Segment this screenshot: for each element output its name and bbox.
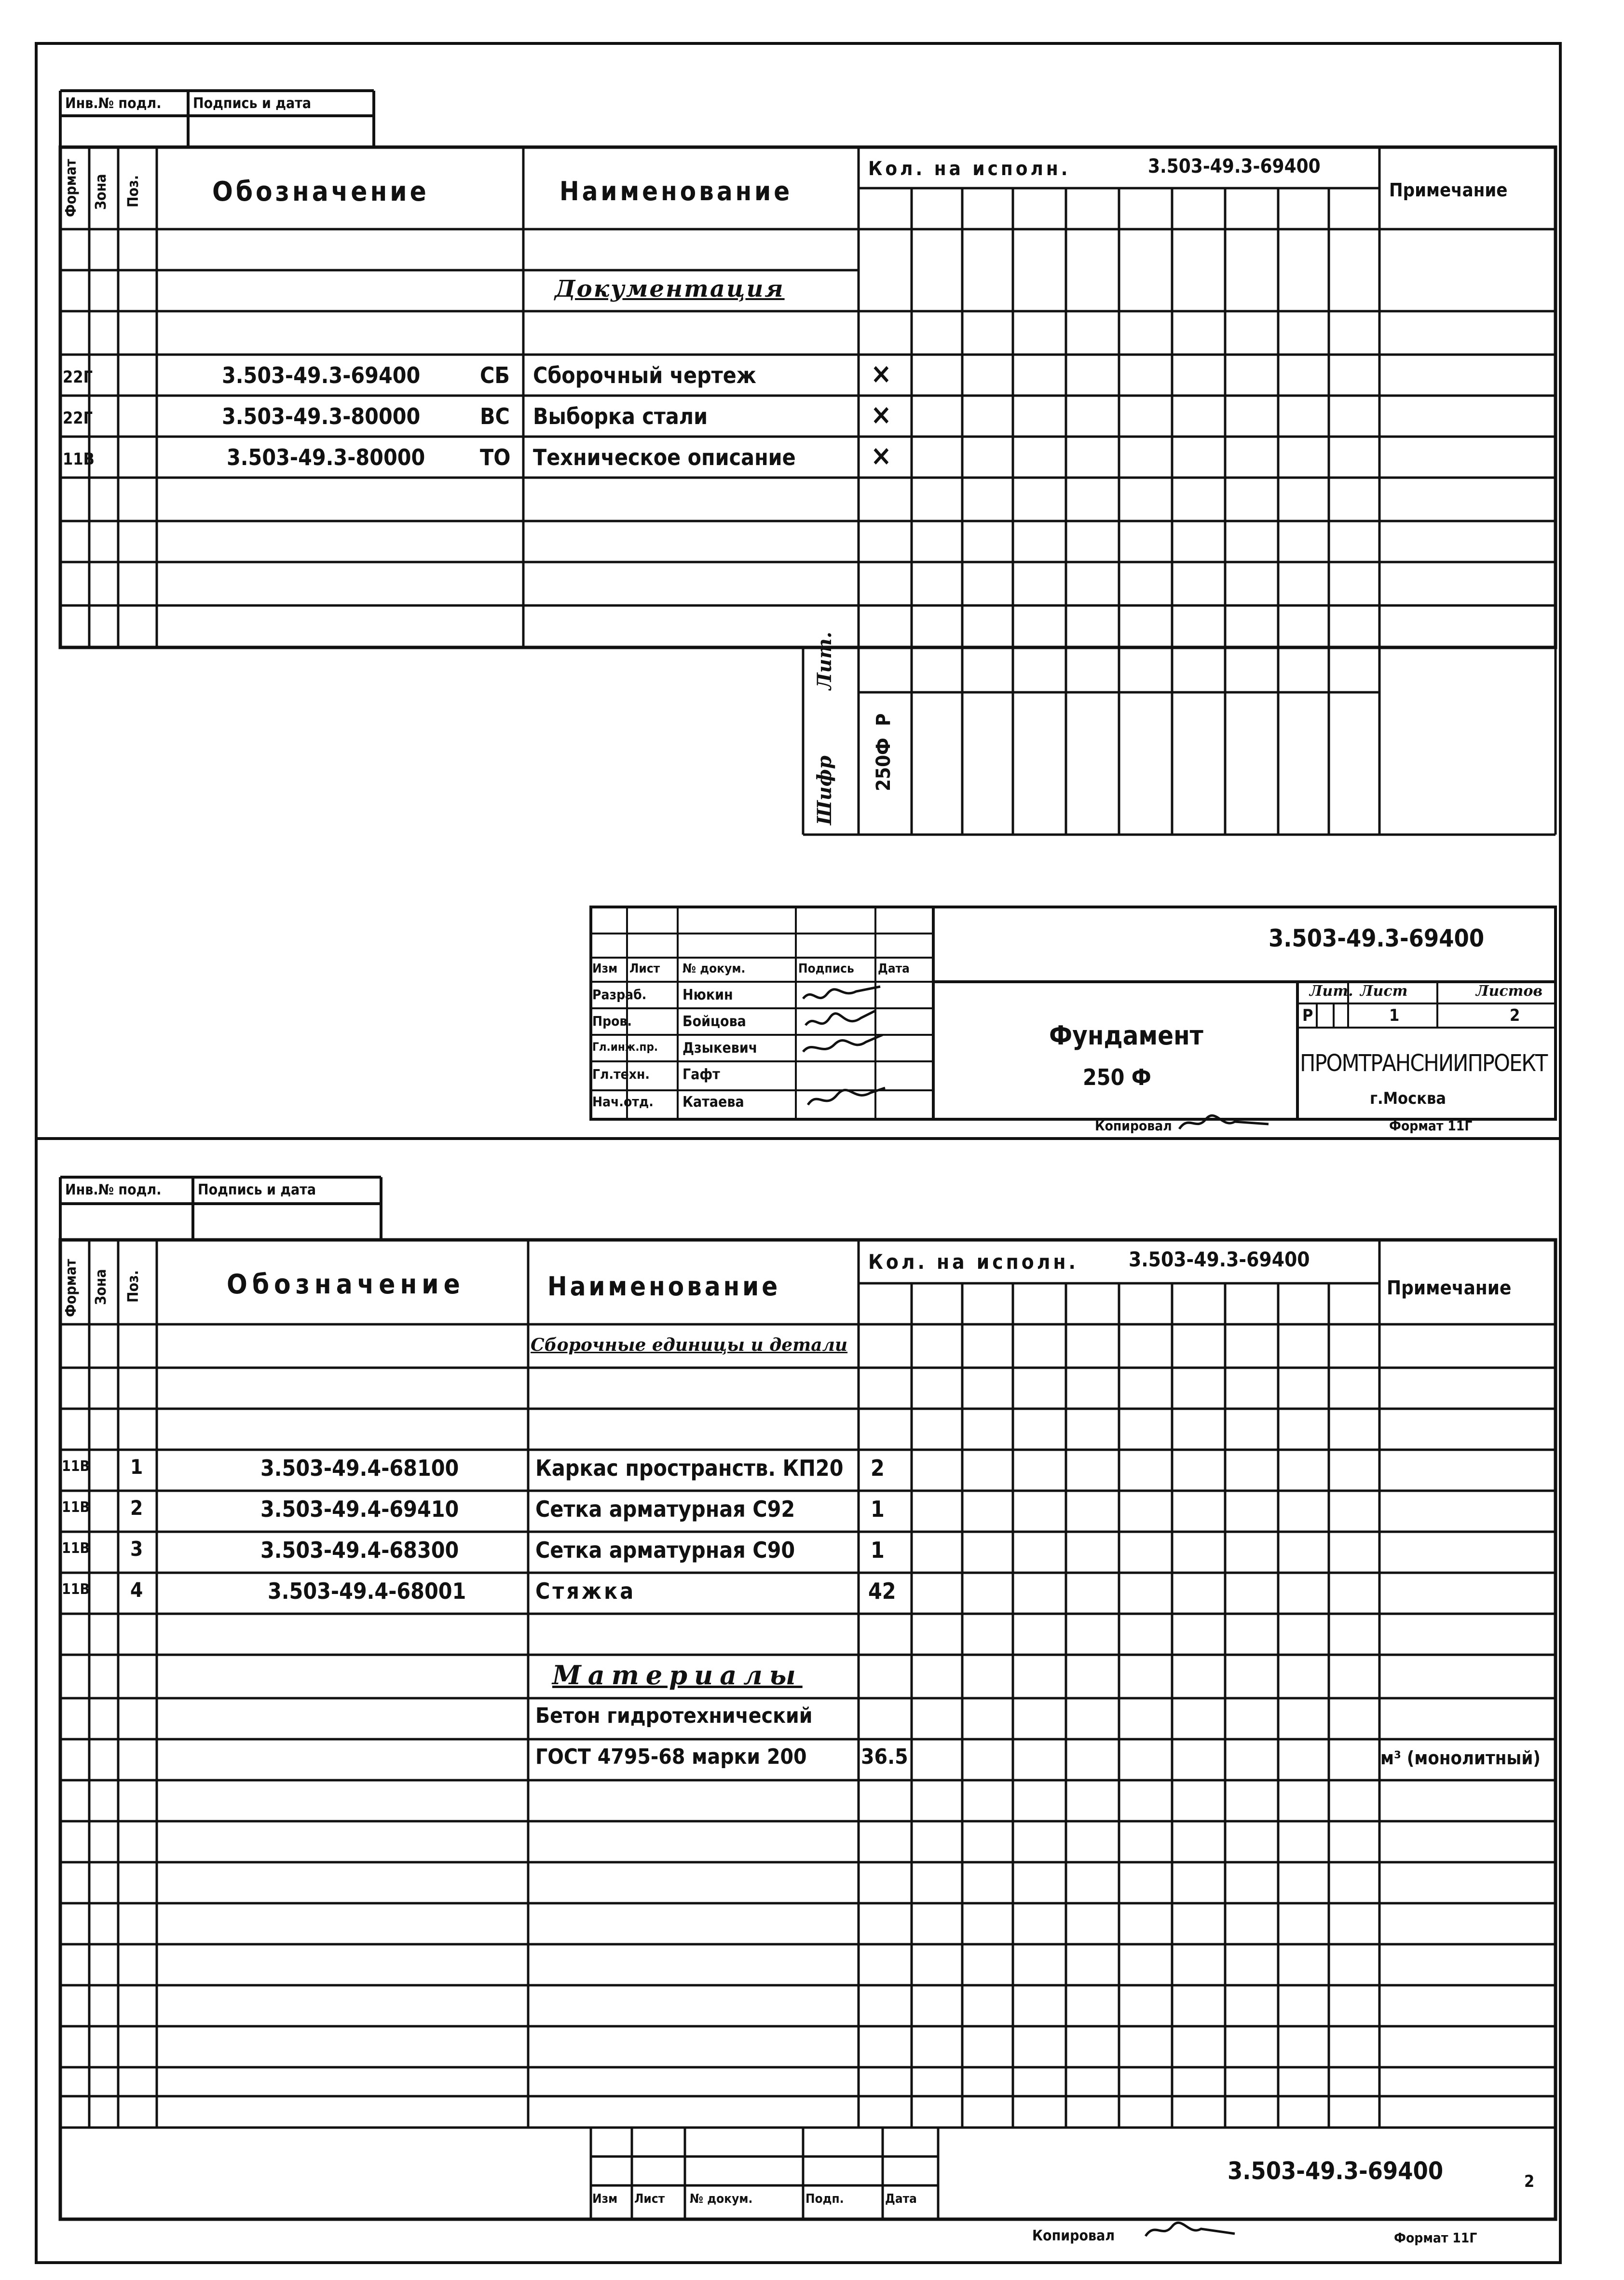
copied-label: Копировал bbox=[1032, 2227, 1115, 2244]
stamp-sign-label: Подпись и дата bbox=[193, 95, 312, 112]
tb-col-list: Лист bbox=[629, 961, 660, 976]
col-name-header: Наименование bbox=[560, 176, 793, 206]
tb-col-izm: Изм bbox=[592, 961, 618, 976]
tb-sheets-label: Листов bbox=[1476, 983, 1543, 1000]
tb-sheet-value: 1 bbox=[1389, 1006, 1400, 1025]
stamp-inv-label: Инв.№ подл. bbox=[65, 95, 162, 112]
tb-sheet-label: Лист bbox=[1360, 983, 1408, 1000]
tb-col-sign: Подпись bbox=[798, 961, 854, 976]
row-designation: 3.503-49.3-69400 bbox=[222, 362, 421, 388]
material-name: Бетон гидротехнический bbox=[535, 1703, 813, 1728]
row-name: Сборочный чертеж bbox=[533, 362, 756, 388]
stamp-sign-label: Подпись и дата bbox=[198, 1181, 316, 1198]
tb-lit-label: Лит. bbox=[1310, 983, 1353, 1000]
col-zone-header: Зона bbox=[93, 174, 109, 210]
section-title: Сборочные единицы и детали bbox=[531, 1335, 848, 1355]
row-designation: 3.503-49.3-80000 bbox=[222, 403, 421, 429]
copied-signature bbox=[1177, 1112, 1273, 1136]
ft-col-list: Лист bbox=[634, 2192, 665, 2206]
row-qty: 1 bbox=[871, 1496, 885, 1522]
tb-role: Гл.инж.пр. bbox=[592, 1040, 658, 1054]
tb-sheets-value: 2 bbox=[1510, 1006, 1520, 1025]
row-format: 11В bbox=[63, 450, 95, 469]
row-format: 11В bbox=[62, 1581, 90, 1598]
copied-label: Копировал bbox=[1095, 1118, 1172, 1134]
col-qty-doc: 3.503-49.3-69400 bbox=[1148, 155, 1321, 178]
tb-col-doc: № докум. bbox=[682, 961, 746, 976]
side-cipher-label: Шифр bbox=[813, 755, 836, 825]
tb-col-date: Дата bbox=[878, 961, 910, 976]
row-pos: 3 bbox=[130, 1537, 143, 1561]
col-qty-doc: 3.503-49.3-69400 bbox=[1129, 1248, 1310, 1271]
format-label: Формат 11Г bbox=[1389, 1118, 1473, 1134]
row-format: 11В bbox=[62, 1499, 90, 1516]
row-qty: 2 bbox=[871, 1455, 885, 1481]
document-subtitle: 250 Ф bbox=[1083, 1064, 1151, 1090]
row-mark: × bbox=[871, 398, 892, 431]
row-format: 22Г bbox=[63, 409, 93, 428]
col-qty-header: Кол. на исполн. bbox=[868, 158, 1071, 180]
side-lit-value: Р bbox=[873, 713, 895, 726]
materials-title: Материалы bbox=[552, 1660, 803, 1690]
col-zone-header: Зона bbox=[93, 1269, 109, 1305]
row-designation: 3.503-49.4-69410 bbox=[260, 1496, 459, 1522]
col-format-header: Формат bbox=[63, 1259, 80, 1317]
row-format: 11В bbox=[62, 1540, 90, 1557]
row-designation: 3.503-49.3-80000 bbox=[227, 444, 425, 470]
organization-name: ПРОМТРАНСНИИПРОЕКТ bbox=[1300, 1050, 1547, 1077]
side-lit-label: Лит. bbox=[813, 632, 836, 690]
row-mark: × bbox=[871, 357, 892, 390]
row-name: Техническое описание bbox=[533, 444, 796, 470]
tb-role: Пров. bbox=[592, 1013, 632, 1029]
col-designation-header: Обозначение bbox=[227, 1269, 465, 1300]
col-pos-header: Поз. bbox=[125, 1270, 142, 1303]
row-name: Выборка стали bbox=[533, 403, 708, 429]
row-pos: 4 bbox=[130, 1578, 143, 1602]
row-format: 11В bbox=[62, 1458, 90, 1475]
ft-col-date: Дата bbox=[885, 2192, 917, 2206]
ft-col-sign: Подп. bbox=[805, 2192, 844, 2206]
row-qty: 42 bbox=[868, 1578, 896, 1604]
row-mark: × bbox=[871, 439, 892, 472]
row-pos: 2 bbox=[130, 1496, 143, 1520]
tb-role: Разраб. bbox=[592, 987, 647, 1003]
row-designation: 3.503-49.4-68100 bbox=[260, 1455, 459, 1481]
copied-signature bbox=[1143, 2219, 1240, 2243]
material-note: м³ (монолитный) bbox=[1380, 1747, 1541, 1769]
row-name: Каркас пространств. КП20 bbox=[535, 1455, 844, 1481]
tb-role: Нач.отд. bbox=[592, 1094, 654, 1110]
col-name-header: Наименование bbox=[547, 1271, 781, 1302]
document-title: Фундамент bbox=[1049, 1020, 1203, 1051]
signature-marks bbox=[798, 984, 895, 1119]
row-format: 22Г bbox=[63, 368, 93, 387]
doc-number: 3.503-49.3-69400 bbox=[1269, 924, 1485, 952]
tb-person: Бойцова bbox=[682, 1013, 746, 1030]
col-designation-header: Обозначение bbox=[212, 176, 429, 207]
organization-city: г.Москва bbox=[1370, 1089, 1446, 1108]
col-pos-header: Поз. bbox=[125, 175, 142, 207]
row-qty: 1 bbox=[871, 1537, 885, 1563]
row-designation: 3.503-49.4-68001 bbox=[268, 1578, 466, 1604]
side-cipher-value: 250Ф bbox=[873, 738, 895, 791]
material-standard: ГОСТ 4795-68 марки 200 bbox=[535, 1744, 807, 1769]
format-label: Формат 11Г bbox=[1394, 2230, 1477, 2246]
tb-person: Дзыкевич bbox=[682, 1040, 758, 1057]
ft-col-izm: Изм bbox=[592, 2192, 618, 2206]
row-code: ТО bbox=[480, 444, 511, 470]
tb-person: Нюкин bbox=[682, 987, 733, 1003]
row-designation: 3.503-49.4-68300 bbox=[260, 1537, 459, 1563]
row-code: ВС bbox=[480, 403, 510, 429]
doc-number: 3.503-49.3-69400 bbox=[1228, 2157, 1444, 2185]
tb-lit-value: Р bbox=[1302, 1006, 1313, 1025]
row-code: СБ bbox=[480, 362, 510, 388]
row-name: Сетка арматурная С90 bbox=[535, 1537, 795, 1563]
col-notes-header: Примечание bbox=[1387, 1277, 1512, 1299]
tb-person: Катаева bbox=[682, 1094, 744, 1111]
tb-role: Гл.техн. bbox=[592, 1066, 650, 1082]
stamp-inv-label: Инв.№ подл. bbox=[65, 1181, 162, 1198]
row-name: Сетка арматурная С92 bbox=[535, 1496, 795, 1522]
material-qty: 36.5 bbox=[861, 1744, 908, 1769]
col-qty-header: Кол. на исполн. bbox=[868, 1250, 1078, 1274]
sheet-number: 2 bbox=[1524, 2172, 1535, 2191]
col-format-header: Формат bbox=[63, 159, 80, 217]
tb-person: Гафт bbox=[682, 1066, 720, 1083]
col-notes-header: Примечание bbox=[1389, 179, 1508, 201]
ft-col-doc: № докум. bbox=[690, 2192, 753, 2206]
row-name: Стяжка bbox=[535, 1578, 636, 1604]
section-title: Документация bbox=[555, 275, 785, 302]
row-pos: 1 bbox=[130, 1455, 143, 1479]
